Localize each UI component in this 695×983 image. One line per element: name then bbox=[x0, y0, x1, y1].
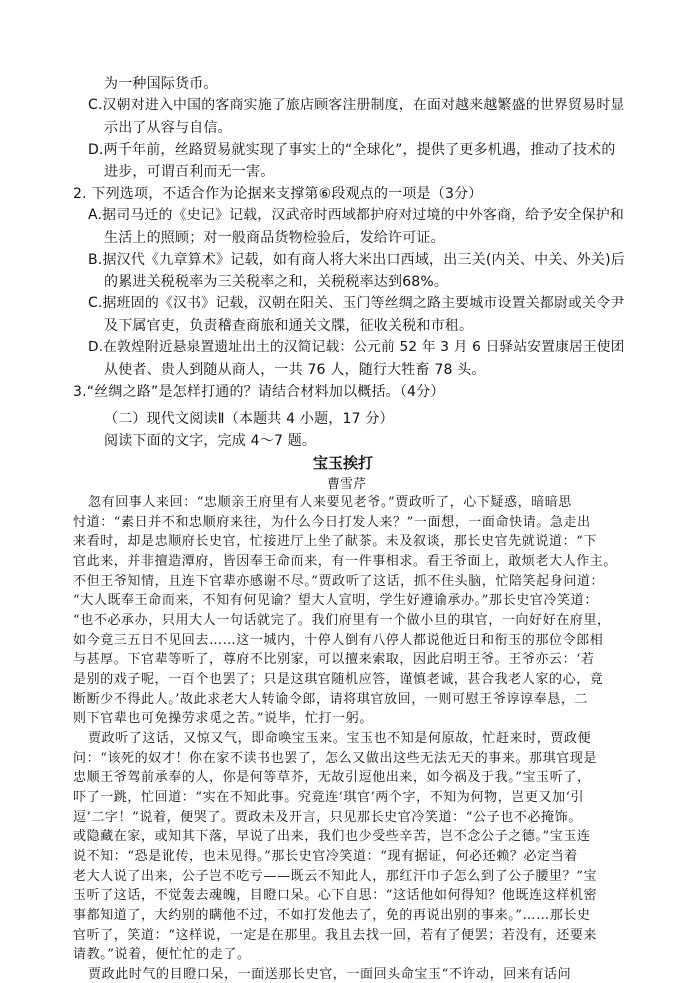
passage-line: 事都知道了，大约别的瞒他不过，不如打发他去了，免的再说出别的事来。”……那长史 bbox=[73, 908, 591, 923]
passage-title: 宝玉挨打 bbox=[313, 454, 374, 472]
passage-line: 贾政听了这话，又惊又气，即命唤宝玉来。宝玉也不知是何原故，忙赶来时，贾政便 bbox=[88, 731, 592, 746]
passage-line: 不但王爷知情，且连下官辈亦感谢不尽。”贾政听了这话，抓不住头脑，忙陪笑起身问道： bbox=[73, 573, 605, 589]
passage-line: 吓了一跳，忙回道：“实在不知此事。究竟连‘琪官’两个字，不知为何物，岂更又加‘引 bbox=[73, 790, 585, 805]
passage-line: 则下官辈也可免操劳求觅之苦。”说毕，忙打一躬。 bbox=[73, 711, 373, 727]
passage-line: 官此来，并非擅造潭府，皆因奉王命而来，有一件事相求。看王爷面上，敢烦老大人作主。 bbox=[73, 554, 618, 569]
reading-instruction: 阅读下面的文字，完成 4～7 题。 bbox=[104, 433, 317, 449]
passage-line: 问：“该死的奴才！你在家不读书也罢了，怎么又做出这些无法无天的事来。那琪官现是 bbox=[73, 750, 598, 766]
q2-option-d-continuation: 从使者、贵人到随从商人，一共 76 人，随行大牲畜 78 头。 bbox=[104, 362, 486, 378]
q2-option-b-continuation: 的累进关税税率为三关税率之和，关税税率达到68%。 bbox=[104, 274, 449, 290]
passage-author: 曹雪芹 bbox=[327, 477, 367, 492]
passage-line: “大人既奉王命而来，不知有何见谕？望大人宣明，学生好遵谕承办。”那长史官冷笑道： bbox=[73, 593, 598, 609]
option-b-continuation: 为一种国际货币。 bbox=[104, 76, 218, 92]
passage-line: “也不必承办，只用大人一句话就完了。我们府里有一个做小旦的琪官，一向好好在府里， bbox=[73, 613, 611, 628]
passage-line: 是别的戏子呢，一百个也罢了；只是这琪官随机应答，谨慎老诚，甚合我老人家的心，竟 bbox=[73, 672, 604, 687]
passage-line: 忖道：“素日并不和忠顺府来往，为什么今日打发人来？”一面想，一面命快请。急走出 bbox=[73, 514, 591, 530]
passage-line: 请教。”说着，便忙忙的走了。 bbox=[73, 947, 251, 963]
passage-line: 忽有回事人来回：“忠顺亲王府里有人来要见老爷。”贾政听了，心下疑惑，暗暗思 bbox=[88, 495, 572, 510]
option-d-continuation: 进步，可谓百利而无一害。 bbox=[104, 164, 275, 180]
option-c-continuation: 示出了从容与自信。 bbox=[104, 120, 232, 136]
passage-line: 说不知：“恐是讹传，也未见得。”那长史官冷笑道：“现有据证，何必还赖？必定当着 bbox=[73, 849, 578, 864]
q2-option-c-continuation: 及下属官吏，负责稽查商旅和通关文牒，征收关税和市租。 bbox=[104, 318, 474, 334]
passage-line: 忠顺王爷驾前承奉的人，你是何等草芥，无故引逗他出来，如今祸及于我。”宝玉听了， bbox=[73, 770, 591, 786]
question-2: 2. 下列选项，不适合作为论据来支撑第⑥段观点的一项是（3分） bbox=[73, 186, 483, 202]
passage-line: 断断少不得此人。’故此求老大人转谕令郎，请将琪官放回，一则可慰王爷谆谆奉恳，二 bbox=[73, 691, 589, 707]
section-heading: （二）现代文阅读Ⅱ（本题共 4 小题，17 分） bbox=[104, 411, 394, 427]
passage-line: 或隐藏在家，或知其下落，早说了出来，我们也少受些辛苦，岂不念公子之德。”宝玉连 bbox=[73, 829, 591, 845]
q2-option-d: D.在敦煌附近悬泉置遗址出土的汉简记载：公元前 52 年 3 月 6 日驿站安置康居王使团 bbox=[88, 339, 625, 355]
q2-option-c: C.据班固的《汉书》记载，汉朝在阳关、玉门等丝绸之路主要城市设置关都尉或关令尹 bbox=[88, 295, 625, 311]
q2-option-a-continuation: 生活上的照顾；对一般商品货物检验后，发给许可证。 bbox=[104, 230, 445, 246]
passage-line: 贾政此时气的目瞪口呆，一面送那长史官，一面回头命宝玉“不许动，回来有话问 bbox=[88, 967, 572, 982]
passage-line: 官听了，笑道：“这样说，一定是在那里。我且去找一回，若有了便罢；若没有，还要来 bbox=[73, 927, 598, 943]
passage-line: 玉听了这话，不觉轰去魂魄，目瞪口呆。心下自思：“这话他如何得知？他既连这样机密 bbox=[73, 888, 598, 904]
q2-option-b: B.据汉代《九章算术》记载，如有商人将大米出口西域，出三关(内关、中关、外关)后 bbox=[88, 252, 625, 268]
option-c: C.汉朝对进入中国的客商实施了旅店顾客注册制度，在面对越来越繁盛的世界贸易时显 bbox=[88, 97, 625, 113]
question-3: 3.“丝绸之路”是怎样打通的？请结合材料加以概括。（4分） bbox=[73, 384, 445, 400]
passage-line: 来看时，却是忠顺府长史官，忙接进厅上坐了献茶。未及叙谈，那长史官先就说道：“下 bbox=[73, 534, 598, 550]
passage-line: 如今竟三五日不见回去……这一城内，十停人倒有八停人都说他近日和衔玉的那位令郎相 bbox=[73, 632, 604, 648]
passage-line: 与甚厚。下官辈等听了，尊府不比别家，可以擅来索取，因此启明王爷。王爷亦云：‘若 bbox=[73, 652, 595, 668]
q2-option-a: A.据司马迁的《史记》记载，汉武帝时西域都护府对过境的中外客商，给予安全保护和 bbox=[88, 207, 625, 223]
passage-line: 老大人说了出来，公子岂不吃亏——既云不知此人，那红汗巾子怎么到了公子腰里？”宝 bbox=[73, 868, 598, 884]
option-d: D.两千年前，丝路贸易就实现了事实上的“全球化”，提供了更多机遇，推动了技术的 bbox=[88, 142, 616, 158]
passage-line: 逗’二字！”说着，便哭了。贾政未及开言，只见那长史官冷笑道：“公子也不必掩饰。 bbox=[73, 809, 582, 825]
